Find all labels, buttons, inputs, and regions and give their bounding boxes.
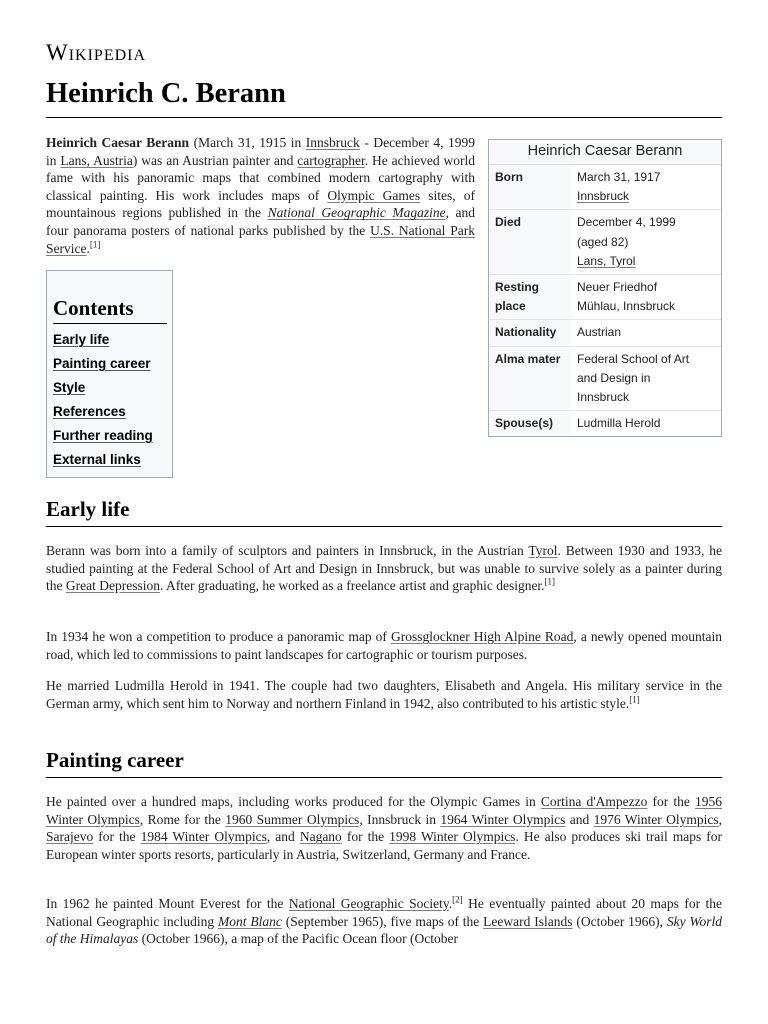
early-life-paragraph-3: He married Ludmilla Herold in 1941. The couple had two daughters, Elisabeth and Angela. His military service in the German army, which sent him to Norway and northern Finland in 1942, also contributed to his artistic style.[1] [46, 678, 722, 711]
link-innsbruck[interactable]: Innsbruck [305, 135, 360, 150]
link-national-geographic-magazine[interactable]: National Geographic Magazine [267, 205, 446, 221]
toc-list [53, 331, 153, 475]
link-sarajevo[interactable]: Sarajevo [46, 829, 94, 845]
toc-divider [53, 323, 167, 324]
link-1984-winter-olympics[interactable]: 1984 Winter Olympics [140, 829, 267, 845]
link-nagano[interactable]: Nagano [299, 829, 342, 845]
reference-marker[interactable]: [1] [629, 694, 640, 705]
link-1976-winter-olympics[interactable]: 1976 Winter Olympics [593, 811, 719, 827]
italic-title: Sky World of the Himalayas [46, 913, 722, 947]
infobox-row-resting-place: Resting place Neuer Friedhof Mühlau, Innsbruck [489, 275, 721, 320]
lead-bold-name: Heinrich Caesar Berann [46, 135, 190, 150]
link-national-park-service[interactable]: U.S. National Park Service [46, 222, 475, 256]
toc-item-external-links[interactable]: External links [53, 452, 141, 467]
link-1960-summer-olympics[interactable]: 1960 Summer Olympics [225, 811, 360, 827]
infobox-row-born: Born March 31, 1917 Innsbruck [489, 165, 721, 210]
section-divider [46, 526, 722, 527]
page-title: Heinrich C. Berann [46, 78, 286, 109]
section-heading-early-life: Early life [46, 497, 130, 521]
link-grossglockner-road[interactable]: Grossglockner High Alpine Road [390, 629, 574, 644]
infobox [488, 139, 722, 437]
painting-career-paragraph-1: He painted over a hundred maps, including works produced for the Olympic Games in Cortina d'Ampezzo for the 1956 Winter Olympics, Rome for the 1960 Summer Olympics, Innsbruck in 1964 Winter Olympics and 1976 Winter Olympics, Sarajevo for the 1984 Winter Olympics, and Nagano for the 1998 Winter Olympics. He also produces ski trail maps for European winter sports resorts, particularly in Austria, Switzerland, Germany and France. [46, 794, 723, 862]
toc-item-early-life[interactable]: Early life [53, 332, 110, 347]
link-1964-winter-olympics[interactable]: 1964 Winter Olympics [440, 811, 566, 827]
link-lans-tyrol[interactable]: Lans, Tyrol [577, 253, 636, 268]
link-cortina[interactable]: Cortina d'Ampezzo [540, 794, 648, 809]
toc-item-style[interactable]: Style [53, 380, 86, 395]
infobox-row-died: Died December 4, 1999 (aged 82) Lans, Tyrol [489, 210, 721, 275]
link-national-geographic-society[interactable]: National Geographic Society [288, 896, 449, 911]
infobox-row-nationality: Nationality Austrian [489, 320, 721, 346]
link-cartographer[interactable]: cartographer [297, 152, 365, 168]
reference-marker[interactable]: [2] [452, 894, 463, 905]
link-lans-austria[interactable]: Lans, Austria [60, 152, 133, 168]
infobox-row-alma-mater: Alma mater Federal School of Art and Design in Innsbruck [489, 347, 721, 412]
link-1956-winter-olympics[interactable]: 1956 Winter Olympics [46, 794, 723, 827]
toc-item-references[interactable]: References [53, 404, 126, 419]
link-born-innsbruck[interactable]: Innsbruck [577, 189, 630, 204]
wikipedia-wordmark[interactable]: Wikipedia [46, 40, 147, 65]
early-life-paragraph-1: Berann was born into a family of sculptors and painters in Innsbruck, in the Austrian Tyrol. Between 1930 and 1933, he studied painting at the Federal School of Art and Design in Innsbruck, but was unable to survive solely as a painter during the Great Depression. After graduating, he worked as a freelance artist and graphic designer.[1] [46, 543, 722, 594]
link-mont-blanc[interactable]: Mont Blanc [218, 913, 282, 929]
toc-item-painting-career[interactable]: Painting career [53, 356, 151, 371]
section-divider [46, 777, 722, 778]
painting-career-paragraph-2: In 1962 he painted Mount Everest for the National Geographic Society.[2] He eventually painted about 20 maps for the National Geographic including Mont Blanc (September 1965), five maps of the Leeward Islands (October 1966), Sky World of the Himalayas (October 1966), a map of the Pacific Ocean floor (October [46, 894, 723, 947]
reference-marker[interactable]: [1] [89, 239, 101, 250]
link-1998-winter-olympics[interactable]: 1998 Winter Olympics [389, 829, 516, 845]
section-heading-painting-career: Painting career [46, 748, 184, 772]
toc-title: Contents [53, 296, 134, 320]
toc-item-further-reading[interactable]: Further reading [53, 428, 153, 443]
infobox-row-spouse: Spouse(s) Ludmilla Herold [489, 411, 721, 436]
link-leeward-islands[interactable]: Leeward Islands [483, 913, 573, 929]
lead-paragraph: Heinrich Caesar Berann (March 31, 1915 in Innsbruck - December 4, 1999 in Lans, Austria) was an Austrian painter and cartographer. He achieved world fame with his panoramic maps that combined modern cartography with classical painting. His work includes maps of Olympic Games sites, of mountainous regions published in the National Geographic Magazine, and four panorama posters of national parks published by the U.S. National Park Service.[1] [46, 135, 476, 256]
link-olympic-games[interactable]: Olympic Games [327, 187, 421, 203]
early-life-paragraph-2: In 1934 he won a competition to produce a panoramic map of Grossglockner High Alpine Road, a newly opened mountain road, which led to commissions to paint landscapes for cartographic or tourism purposes. [46, 629, 722, 662]
infobox-title: Heinrich Caesar Berann [489, 140, 721, 165]
title-divider [46, 117, 722, 118]
link-great-depression[interactable]: Great Depression [65, 578, 160, 594]
reference-marker[interactable]: [1] [544, 576, 556, 587]
table-of-contents [46, 270, 173, 478]
link-tyrol[interactable]: Tyrol [528, 543, 558, 558]
